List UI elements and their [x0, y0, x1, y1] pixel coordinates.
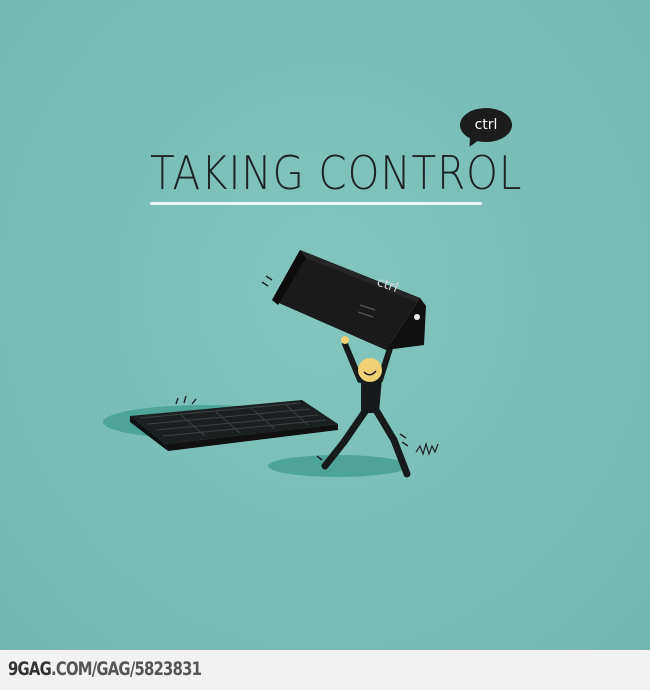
- page-title: TAKING CONTROL: [150, 146, 523, 200]
- person-shadow: [268, 455, 408, 477]
- keyboard-motion-lines: [176, 396, 196, 404]
- footer-path: .COM/GAG/5823831: [50, 658, 202, 680]
- footer-bar: [0, 650, 650, 690]
- person-head: [358, 358, 382, 382]
- key-label: ctrl: [374, 274, 400, 297]
- ctrl-key: [272, 250, 426, 350]
- person-left-hand: [341, 336, 349, 344]
- speech-bubble: ctrl: [460, 108, 512, 142]
- footer-brand: 9GAG: [8, 658, 51, 680]
- key-led: [414, 314, 420, 320]
- footer-url: [8, 658, 201, 680]
- keyboard: [130, 396, 338, 451]
